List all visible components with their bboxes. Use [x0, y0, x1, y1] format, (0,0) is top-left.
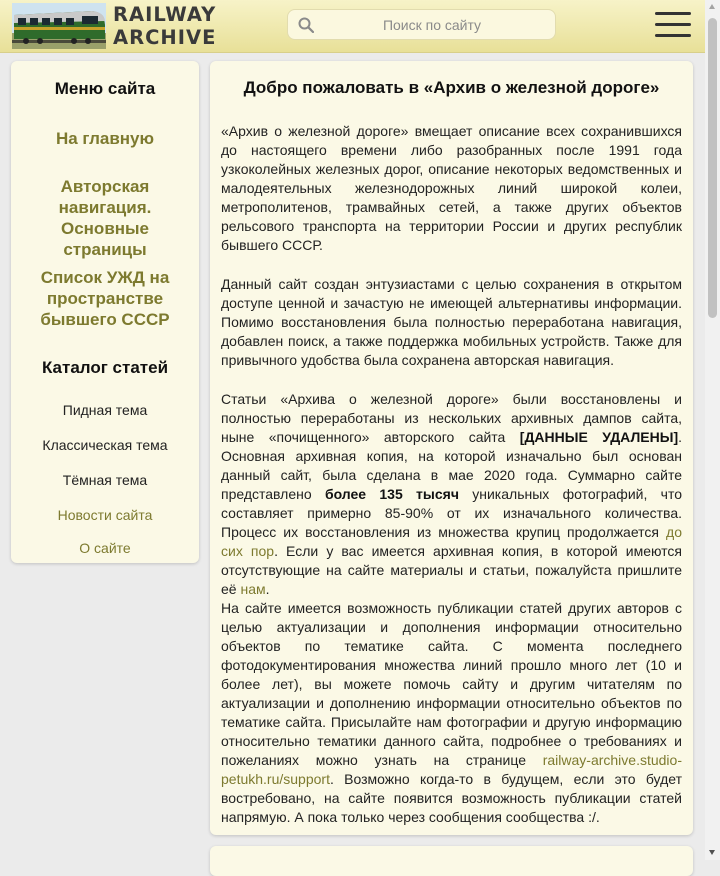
purpose-paragraph: Данный сайт создан энтузиастами с целью сохранения в открытом доступе ценной и зачастую не имеющей альтернативы информации. Помимо восстановления была полностью переработана навигация, добавлен поиск, а также поддержка мобильных устройств. Также для привычного удобства была сохранена авторская навигация. — [221, 276, 682, 368]
next-content-card — [210, 846, 693, 876]
text-span: уникальных фотографий, что составляет примерно 85-90% от их изначального количества. Процесс их восстановления из множества крупиц продолжается — [221, 486, 682, 540]
text-span: . Если у вас имеется архивная копия, в которой имеются отсутствующие на сайте материалы и статьи, пожалуйста пришлите её — [221, 543, 683, 597]
text-span: . Возможно когда-то в будущем, если это будет востребовано, на сайте появится возможность публикации статей напрямую. А пока только через сообщения сообщества :/. — [221, 771, 682, 825]
sidebar-item-theme-classic[interactable]: Классическая тема — [42, 437, 168, 453]
page-scrollbar[interactable] — [705, 0, 720, 860]
logo-line-1: RAILWAY — [113, 3, 217, 26]
sidebar-item-home[interactable]: На главную — [55, 129, 155, 148]
train-logo-icon[interactable] — [12, 3, 106, 49]
intro-paragraph: «Архив о железной дороге» вмещает описание всех сохранившихся до настоящего времени либо разобранных после 1991 года узкоколейных железных дорог, описание некоторых ведомственных и малодеятельных железнодорожных линий широкой колеи, метрополитенов, трамвайных сетей, а также других объектов рельсового транспорта на территории России и других республик бывшего СССР. — [221, 123, 682, 253]
progress-link[interactable]: до сих пор — [221, 524, 682, 559]
scroll-thumb[interactable] — [708, 18, 717, 318]
sidebar-item-about[interactable]: О сайте — [79, 540, 131, 556]
text-span: . Основная архивная копия, на которой изначально был основан данный сайт, была сделана в мае 2020 года. Суммарно сайте представлено — [221, 429, 682, 502]
contact-us-link[interactable]: нам — [240, 581, 266, 597]
deleted-data-text: [ДАННЫЕ УДАЛЕНЫ] — [519, 429, 679, 445]
search-input[interactable] — [322, 10, 542, 39]
support-page-link[interactable]: railway-archive.studio-petukh.ru/support — [221, 752, 682, 787]
logo-line-2: ARCHIVE — [113, 26, 217, 49]
page-title: Добро пожаловать в «Архив о железной дороге» — [243, 78, 660, 97]
main-article-card — [210, 61, 693, 835]
restoration-paragraph — [221, 390, 682, 599]
sidebar-menu-title: Меню сайта — [54, 79, 156, 98]
sidebar-item-author-navigation[interactable]: Авторская навигация. Основные страницы — [58, 177, 152, 259]
sidebar-catalog-title: Каталог статей — [41, 358, 169, 377]
text-span: . — [265, 581, 270, 597]
sidebar-item-udzh-list[interactable]: Список УЖД на пространстве бывшего СССР — [40, 268, 170, 329]
scroll-up-arrow-icon[interactable] — [709, 4, 715, 9]
search-box — [287, 9, 556, 40]
sidebar-item-theme-light[interactable]: Пидная тема — [62, 402, 148, 418]
publication-paragraph — [221, 599, 682, 827]
text-span: На сайте имеется возможность публикации статей других авторов с целью актуализации и дополнения информации относительно объектов по тематике сайта. С момента последнего фотодокументирования множества линий прошло много лет (10 и более лет), вы можете помочь сайту и другим читателям по актуализации и дополнению информации относительно объектов по тематике сайта. Присылайте нам фотографии и другую информацию относительно тематики данного сайта, подробнее о требованиях и пожеланиях можно узнать на странице — [221, 600, 682, 768]
photo-count-text: более 135 тысяч — [324, 486, 459, 502]
search-icon[interactable] — [298, 17, 314, 33]
site-header — [0, 0, 705, 53]
hamburger-menu-icon[interactable] — [655, 12, 691, 38]
scroll-down-arrow-icon[interactable] — [709, 850, 715, 855]
text-span: Статьи «Архива о железной дороге» были восстановлены и полностью переработаны из нескольких архивных дампов сайта, ныне «почищенного» авторского сайта — [221, 391, 682, 445]
sidebar-item-theme-dark[interactable]: Тёмная тема — [62, 472, 148, 488]
sidebar-item-news[interactable]: Новости сайта — [57, 507, 153, 523]
site-logo-text[interactable] — [113, 3, 216, 49]
sidebar-menu — [11, 61, 199, 563]
